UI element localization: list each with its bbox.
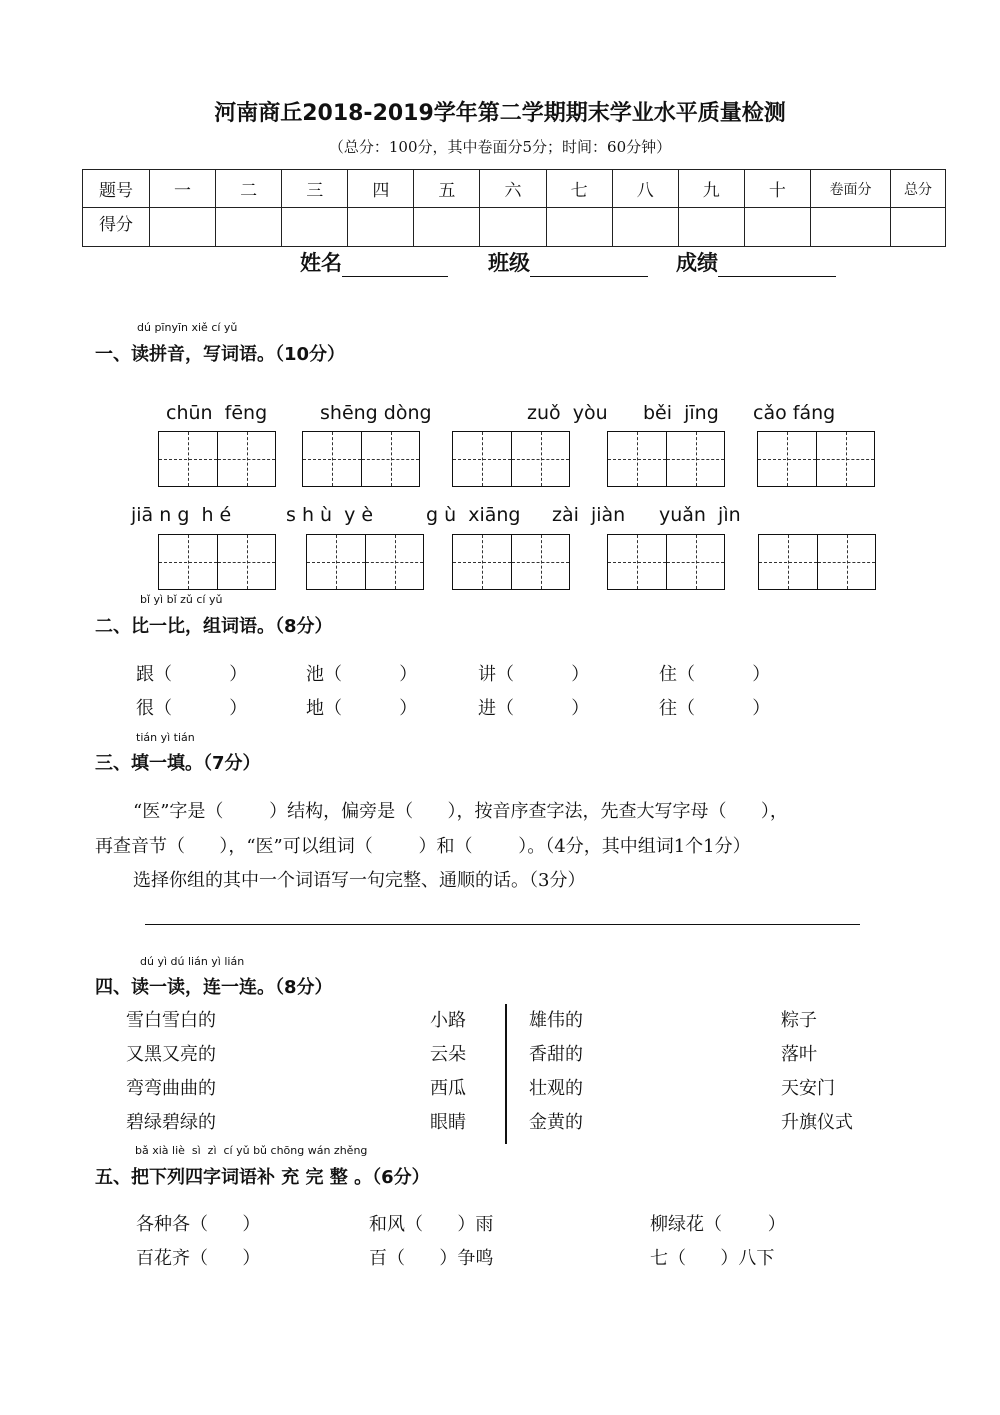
sentence-answer-line[interactable] [145,924,860,925]
score-table-header-cell: 四 [348,170,414,208]
score-cell[interactable] [744,208,810,247]
score-table-header-cell: 七 [546,170,612,208]
match-word[interactable]: 云朵 [430,1044,466,1065]
match-word[interactable]: 粽子 [781,1010,817,1031]
section2-pinyin: bǐ yì bǐ zǔ cí yǔ [140,593,223,606]
score-table-header-row [83,170,946,208]
score-cell[interactable] [216,208,282,247]
match-word[interactable]: 雪白雪白的 [126,1010,216,1031]
writing-grid[interactable] [757,431,875,487]
page-title: 河南商丘2018-2019学年第二学期期末学业水平质量检测 [214,101,786,126]
writing-grid[interactable] [158,431,276,487]
grade-field[interactable] [676,247,836,277]
match-word[interactable]: 眼睛 [430,1112,466,1133]
score-row-label: 得分 [83,208,150,247]
compare-item[interactable]: 地（ ） [306,698,418,719]
score-table-header-cell: 八 [612,170,678,208]
score-cell[interactable] [414,208,480,247]
compare-item[interactable]: 往（ ） [659,698,771,719]
section5-pinyin: bǎ xià liè sì zì cí yǔ bǔ chōng wán zhěng [135,1144,368,1157]
section4-heading: 四、读一读，连一连。（8分） [95,977,333,998]
score-table-header-cell: 题号 [83,170,150,208]
fill-line-1: “医”字是（ ）结构，偏旁是（ ），按音序查字法，先查大写字母（ ）， [133,801,788,822]
idiom-item[interactable]: 各种各（ ） [136,1214,261,1235]
writing-grid[interactable] [158,534,276,590]
writing-grid[interactable] [607,534,725,590]
name-blank[interactable] [342,254,448,277]
name-label: 姓名 [300,251,342,275]
section1-heading: 一、读拼音，写词语。（10分） [95,344,346,365]
pinyin-word: jiā n g h é [131,504,232,526]
score-table-header-cell: 一 [150,170,216,208]
pinyin-word: zài jiàn [552,504,626,526]
match-word[interactable]: 落叶 [781,1044,817,1065]
idiom-item[interactable]: 和风（ ）雨 [369,1214,494,1235]
writing-grid[interactable] [306,534,424,590]
pinyin-word: cǎo fáng [753,402,836,424]
fill-line-2: 再查音节（ ），“医”可以组词（ ）和（ ）。（4分，其中组词1个1分） [95,836,751,857]
pinyin-word: s h ù y è [286,504,374,526]
name-field[interactable] [300,247,448,277]
score-table-header-cell: 二 [216,170,282,208]
writing-grid[interactable] [607,431,725,487]
match-word[interactable]: 壮观的 [529,1078,583,1099]
score-cell[interactable] [612,208,678,247]
score-table-header-cell: 五 [414,170,480,208]
match-word[interactable]: 碧绿碧绿的 [126,1112,216,1133]
score-table-header-cell: 卷面分 [811,170,891,208]
idiom-item[interactable]: 百花齐（ ） [136,1248,261,1269]
match-word[interactable]: 弯弯曲曲的 [126,1078,216,1099]
match-word[interactable]: 雄伟的 [529,1010,583,1031]
match-word[interactable]: 升旗仪式 [781,1112,853,1133]
writing-grid[interactable] [452,431,570,487]
section3-pinyin: tián yì tián [136,731,195,744]
match-word[interactable]: 西瓜 [430,1078,466,1099]
score-table-header-cell: 十 [744,170,810,208]
pinyin-word: chūn fēng [166,402,268,424]
score-table [82,169,946,247]
section4-pinyin: dú yì dú lián yì lián [140,955,245,968]
compare-item[interactable]: 讲（ ） [478,664,590,685]
score-cell[interactable] [891,208,946,247]
score-cell[interactable] [348,208,414,247]
section1-pinyin: dú pīnyīn xiě cí yǔ [137,321,238,334]
class-blank[interactable] [530,254,648,277]
compare-item[interactable]: 池（ ） [306,664,418,685]
pinyin-word: shēng dòng [320,402,432,424]
idiom-item[interactable]: 百（ ）争鸣 [369,1248,494,1269]
section3-heading: 三、填一填。（7分） [95,753,261,774]
fill-line-3: 选择你组的其中一个词语写一句完整、通顺的话。（3分） [133,870,586,891]
grade-label: 成绩 [676,251,718,275]
score-table-header-cell: 六 [480,170,546,208]
pinyin-word: g ù xiāng [426,504,521,526]
pinyin-word: zuǒ yòu [527,402,608,424]
compare-item[interactable]: 住（ ） [659,664,771,685]
match-word[interactable]: 小路 [430,1010,466,1031]
idiom-item[interactable]: 柳绿花（ ） [650,1214,786,1235]
writing-grid[interactable] [452,534,570,590]
grade-blank[interactable] [718,254,836,277]
compare-item[interactable]: 跟（ ） [136,664,248,685]
match-word[interactable]: 金黄的 [529,1112,583,1133]
score-cell[interactable] [546,208,612,247]
compare-item[interactable]: 很（ ） [136,698,248,719]
match-word[interactable]: 香甜的 [529,1044,583,1065]
match-word[interactable]: 天安门 [781,1078,835,1099]
match-word[interactable]: 又黑又亮的 [126,1044,216,1065]
writing-grid[interactable] [302,431,420,487]
score-cell[interactable] [282,208,348,247]
section5-heading: 五、把下列四字词语补 充 完 整 。（6分） [95,1167,430,1188]
class-label: 班级 [488,251,530,275]
score-cell[interactable] [678,208,744,247]
score-cell[interactable] [150,208,216,247]
page-subtitle: （总分：100分，其中卷面分5分；时间：60分钟） [328,138,672,156]
writing-grid[interactable] [758,534,876,590]
score-cell[interactable] [811,208,891,247]
class-field[interactable] [488,247,648,277]
score-cell[interactable] [480,208,546,247]
pinyin-word: běi jīng [643,402,719,424]
score-table-score-row [83,208,946,247]
idiom-item[interactable]: 七（ ）八下 [650,1248,775,1269]
score-table-header-cell: 三 [282,170,348,208]
score-table-header-cell: 九 [678,170,744,208]
section2-heading: 二、比一比，组词语。（8分） [95,616,333,637]
score-table-header-cell: 总分 [891,170,946,208]
match-divider [505,1004,507,1144]
compare-item[interactable]: 进（ ） [478,698,590,719]
pinyin-word: yuǎn jìn [659,504,741,526]
